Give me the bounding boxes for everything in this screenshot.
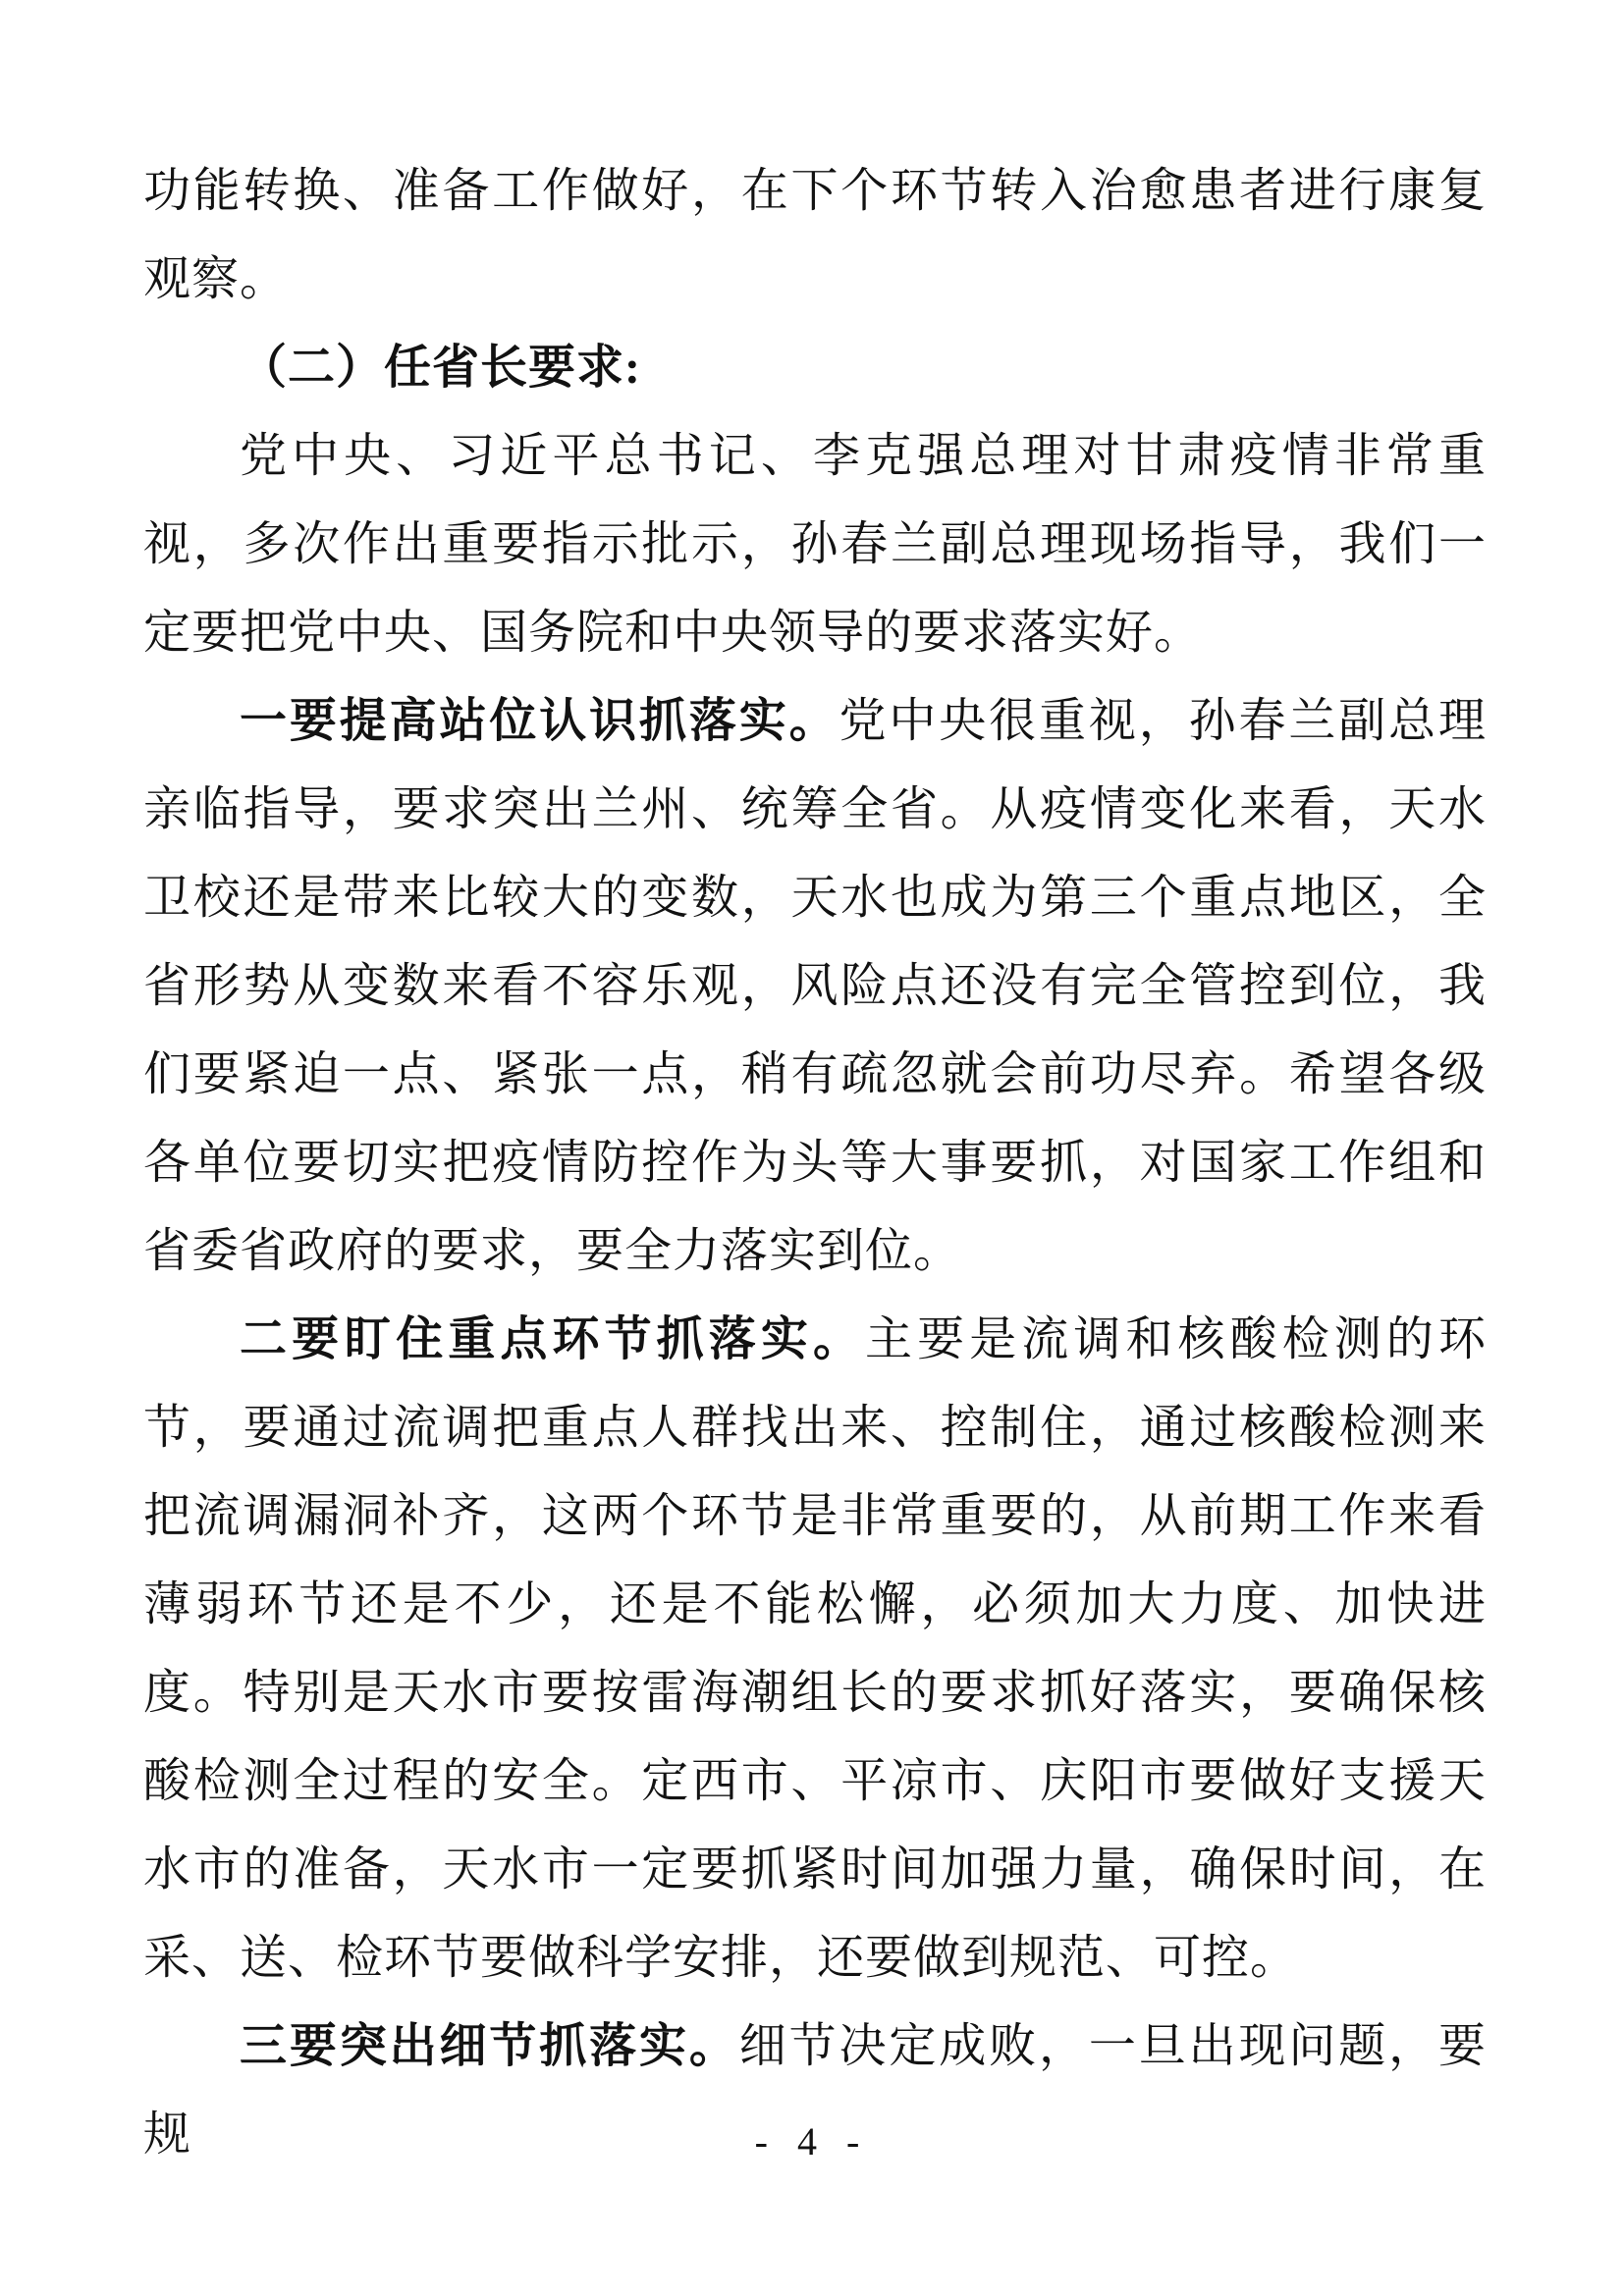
paragraph-body-three: 细节决定成败，一旦出现问题，要规 <box>143 2020 1487 2161</box>
paragraph-lead-two: 二要盯住重点环节抓落实。 <box>240 1313 866 1365</box>
page-number: - 4 - <box>754 2119 870 2163</box>
paragraph-body-two: 主要是流调和核酸检测的环节，要通过流调把重点人群找出来、控制住，通过核酸检测来把流调漏洞补齐，这两个环节是非常重要的，从前期工作来看薄弱环节还是不少，还是不能松懈，必须加大力度、加快进度。特别是天水市要按雷海潮组长的要求抓好落实，要确保核酸检测全过程的安全。定西市、平凉市、庆阳市要做好支援天水市的准备，天水市一定要抓紧时间加强力量，确保时间，在采、送、检环节要做科学安排，还要做到规范、可控。 <box>143 1313 1487 1984</box>
document-body <box>143 147 1487 2179</box>
paragraph-lead-one: 一要提高站位认识抓落实。 <box>240 695 839 747</box>
paragraph-central-leadership: 党中央、习近平总书记、李克强总理对甘肃疫情非常重视，多次作出重要指示批示，孙春兰副总理现场指导，我们一定要把党中央、国务院和中央领导的要求落实好。 <box>143 430 1487 659</box>
section-heading: （二）任省长要求: <box>240 342 641 394</box>
paragraph-continuation: 功能转换、准备工作做好，在下个环节转入治愈患者进行康复观察。 <box>143 165 1487 305</box>
paragraph-lead-three: 三要突出细节抓落实。 <box>240 2020 739 2072</box>
paragraph-point-two <box>143 1296 1487 2002</box>
paragraph-body-one: 党中央很重视，孙春兰副总理亲临指导，要求突出兰州、统筹全省。从疫情变化来看，天水卫校还是带来比较大的变数，天水也成为第三个重点地区，全省形势从变数来看不容乐观，风险点还没有完全管控到位，我们要紧迫一点、紧张一点，稍有疏忽就会前功尽弃。希望各级各单位要切实把疫情防控作为头等大事要抓，对国家工作组和省委省政府的要求，要全力落实到位。 <box>143 695 1487 1277</box>
paragraph-point-one <box>143 677 1487 1296</box>
